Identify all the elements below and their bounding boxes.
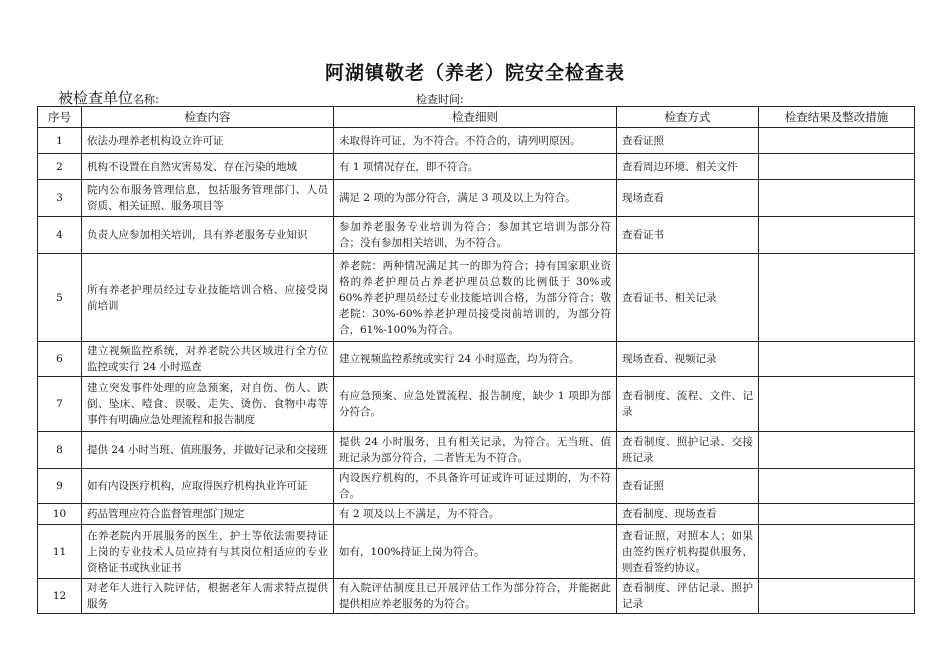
check-method: 查看制度、流程、文件、记录 bbox=[617, 377, 759, 432]
check-content: 在养老院内开展服务的医生、护士等依法需要持证上岗的专业技术人员应持有与其岗位相适应的专业资格证书或执业证书 bbox=[82, 525, 334, 579]
check-content: 建立突发事件处理的应急预案，对自伤、伤人、跌倒、坠床、噎食、误吸、走失、烫伤、食物中毒等事件有明确应急处理流程和报告制度 bbox=[82, 377, 334, 432]
table-row bbox=[38, 525, 915, 579]
check-content: 负责人应参加相关培训，具有养老服务专业知识 bbox=[82, 217, 334, 254]
row-number: 1 bbox=[38, 128, 82, 154]
page-title: 阿湖镇敬老（养老）院安全检查表 bbox=[324, 62, 625, 84]
check-result-cell[interactable] bbox=[759, 469, 915, 504]
row-number: 10 bbox=[38, 504, 82, 525]
table-row bbox=[38, 342, 915, 377]
check-method: 查看证书、相关记录 bbox=[617, 254, 759, 342]
table-row bbox=[38, 254, 915, 342]
check-detail: 未取得许可证，为不符合。不符合的，请列明原因。 bbox=[334, 128, 617, 154]
table-row bbox=[38, 432, 915, 469]
check-content: 所有养老护理员经过专业技能培训合格、应接受岗前培训 bbox=[82, 254, 334, 342]
table-row bbox=[38, 469, 915, 504]
check-method: 查看制度、现场查看 bbox=[617, 504, 759, 525]
check-detail: 参加养老服务专业培训为符合；参加其它培训为部分符合；没有参加相关培训，为不符合。 bbox=[334, 217, 617, 254]
table-row bbox=[38, 217, 915, 254]
check-result-cell[interactable] bbox=[759, 128, 915, 154]
row-number: 2 bbox=[38, 154, 82, 180]
check-method: 查看证照 bbox=[617, 469, 759, 504]
header-method: 检查方式 bbox=[617, 107, 759, 128]
header-no: 序号 bbox=[38, 107, 82, 128]
check-method: 查看制度、评估记录、照护记录 bbox=[617, 579, 759, 614]
check-method: 查看证书 bbox=[617, 217, 759, 254]
check-content: 依法办理养老机构设立许可证 bbox=[82, 128, 334, 154]
check-detail: 内设医疗机构的，不具备许可证或许可证过期的，为不符合。 bbox=[334, 469, 617, 504]
check-detail: 提供 24 小时服务，且有相关记录，为符合。无当班、值班记录为部分符合，二者皆无为不符合。 bbox=[334, 432, 617, 469]
check-method: 查看周边环境、相关文件 bbox=[617, 154, 759, 180]
table-row bbox=[38, 128, 915, 154]
check-detail: 有 1 项情况存在，即不符合。 bbox=[334, 154, 617, 180]
row-number: 12 bbox=[38, 579, 82, 614]
check-content: 提供 24 小时当班、值班服务，并做好记录和交接班 bbox=[82, 432, 334, 469]
check-method: 现场查看 bbox=[617, 180, 759, 217]
table-row bbox=[38, 154, 915, 180]
check-content: 建立视频监控系统，对养老院公共区域进行全方位监控或实行 24 小时巡查 bbox=[82, 342, 334, 377]
row-number: 3 bbox=[38, 180, 82, 217]
row-number: 9 bbox=[38, 469, 82, 504]
check-detail: 有入院评估制度且已开展评估工作为部分符合，并能据此提供相应养老服务的为符合。 bbox=[334, 579, 617, 614]
check-result-cell[interactable] bbox=[759, 154, 915, 180]
check-result-cell[interactable] bbox=[759, 254, 915, 342]
inspection-time-label: 检查时间: bbox=[416, 93, 464, 106]
check-detail: 有应急预案、应急处置流程、报告制度，缺少 1 项即为部分符合。 bbox=[334, 377, 617, 432]
table-header-row bbox=[38, 107, 915, 128]
check-result-cell[interactable] bbox=[759, 217, 915, 254]
check-detail: 如有，100%持证上岗为符合。 bbox=[334, 525, 617, 579]
row-number: 7 bbox=[38, 377, 82, 432]
header-result: 检查结果及整改措施 bbox=[759, 107, 915, 128]
inspection-table bbox=[37, 106, 915, 614]
check-content: 对老年人进行入院评估，根据老年人需求特点提供服务 bbox=[82, 579, 334, 614]
header-content: 检查内容 bbox=[82, 107, 334, 128]
check-detail: 建立视频监控系统或实行 24 小时巡查，均为符合。 bbox=[334, 342, 617, 377]
check-detail: 满足 2 项的为部分符合，满足 3 项及以上为符合。 bbox=[334, 180, 617, 217]
check-method: 查看证照 bbox=[617, 128, 759, 154]
header-detail: 检查细则 bbox=[334, 107, 617, 128]
table-row bbox=[38, 579, 915, 614]
table-row bbox=[38, 504, 915, 525]
row-number: 5 bbox=[38, 254, 82, 342]
inspected-unit-label-main: 被检查单位 bbox=[58, 89, 134, 107]
check-detail: 养老院：两种情况满足其一的即为符合；持有国家职业资格的养老护理员占养老护理员总数的比例低于 30%或 60%养老护理员经过专业技能培训合格，为部分符合；敬老院：30%-60%养老护理员接受岗前培训的，为部分符合，61%-100%为符合。 bbox=[334, 254, 617, 342]
check-result-cell[interactable] bbox=[759, 377, 915, 432]
check-content: 院内公布服务管理信息，包括服务管理部门、人员资质、相关证照、服务项目等 bbox=[82, 180, 334, 217]
table-row bbox=[38, 377, 915, 432]
check-method: 查看制度、照护记录、交接班记录 bbox=[617, 432, 759, 469]
inspected-unit-label-suffix: 名称: bbox=[133, 93, 159, 106]
check-content: 机构不设置在自然灾害易发、存在污染的地域 bbox=[82, 154, 334, 180]
check-result-cell[interactable] bbox=[759, 342, 915, 377]
check-method: 现场查看、视频记录 bbox=[617, 342, 759, 377]
inspected-unit-label bbox=[58, 87, 159, 108]
row-number: 4 bbox=[38, 217, 82, 254]
check-content: 如有内设医疗机构，应取得医疗机构执业许可证 bbox=[82, 469, 334, 504]
row-number: 8 bbox=[38, 432, 82, 469]
check-content: 药品管理应符合监督管理部门规定 bbox=[82, 504, 334, 525]
check-result-cell[interactable] bbox=[759, 504, 915, 525]
check-result-cell[interactable] bbox=[759, 579, 915, 614]
row-number: 11 bbox=[38, 525, 82, 579]
check-detail: 有 2 项及以上不满足，为不符合。 bbox=[334, 504, 617, 525]
check-method: 查看证照，对照本人；如果由签约医疗机构提供服务，则查看签约协议。 bbox=[617, 525, 759, 579]
table-row bbox=[38, 180, 915, 217]
check-result-cell[interactable] bbox=[759, 432, 915, 469]
check-result-cell[interactable] bbox=[759, 525, 915, 579]
row-number: 6 bbox=[38, 342, 82, 377]
check-result-cell[interactable] bbox=[759, 180, 915, 217]
